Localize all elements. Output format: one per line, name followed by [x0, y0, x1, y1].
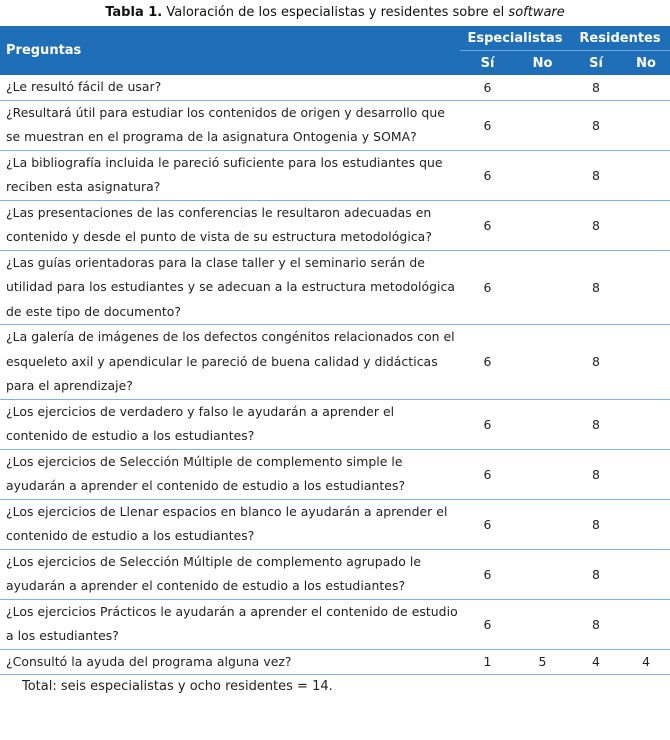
residentes-no-cell	[622, 499, 670, 549]
caption-emphasis: software	[508, 5, 565, 20]
residentes-no-cell: 4	[622, 649, 670, 675]
residentes-no-cell	[622, 200, 670, 250]
header-especialistas-no: No	[515, 51, 570, 76]
especialistas-no-cell	[515, 549, 570, 599]
table-row	[0, 649, 670, 675]
question-cell: ¿Le resultó fácil de usar?	[0, 75, 460, 100]
header-residentes-si: Sí	[570, 51, 622, 76]
table-caption	[0, 0, 670, 26]
especialistas-si-cell: 1	[460, 649, 515, 675]
especialistas-si-cell: 6	[460, 75, 515, 100]
caption-text: Valoración de los especialistas y residentes sobre el	[162, 5, 509, 20]
residentes-no-cell	[622, 75, 670, 100]
especialistas-si-cell: 6	[460, 449, 515, 499]
especialistas-si-cell: 6	[460, 100, 515, 150]
question-cell: ¿Los ejercicios de Selección Múltiple de complemento simple le ayudarán a aprender el contenido de estudio a los estudiantes?	[0, 449, 460, 499]
table-row	[0, 200, 670, 250]
residentes-no-cell	[622, 399, 670, 449]
table-row	[0, 100, 670, 150]
especialistas-si-cell: 6	[460, 399, 515, 449]
residentes-si-cell: 8	[570, 325, 622, 400]
residentes-si-cell: 8	[570, 449, 622, 499]
table-row	[0, 549, 670, 599]
table-row	[0, 150, 670, 200]
residentes-si-cell: 8	[570, 599, 622, 649]
table-row	[0, 325, 670, 400]
especialistas-no-cell	[515, 150, 570, 200]
question-cell: ¿Los ejercicios de Llenar espacios en blanco le ayudarán a aprender el contenido de estudio a los estudiantes?	[0, 499, 460, 549]
especialistas-si-cell: 6	[460, 200, 515, 250]
residentes-si-cell: 4	[570, 649, 622, 675]
question-cell: ¿La galería de imágenes de los defectos congénitos relacionados con el esqueleto axil y apendicular le pareció de buena calidad y didácticas para el aprendizaje?	[0, 325, 460, 400]
especialistas-no-cell	[515, 250, 570, 325]
header-residentes-no: No	[622, 51, 670, 76]
especialistas-si-cell: 6	[460, 250, 515, 325]
table-body	[0, 75, 670, 675]
residentes-si-cell: 8	[570, 150, 622, 200]
residentes-no-cell	[622, 100, 670, 150]
especialistas-si-cell: 6	[460, 549, 515, 599]
especialistas-no-cell	[515, 499, 570, 549]
question-cell: ¿Las presentaciones de las conferencias le resultaron adecuadas en contenido y desde el punto de vista de su estructura metodológica?	[0, 200, 460, 250]
especialistas-no-cell	[515, 75, 570, 100]
especialistas-no-cell	[515, 100, 570, 150]
especialistas-si-cell: 6	[460, 499, 515, 549]
residentes-no-cell	[622, 150, 670, 200]
residentes-si-cell: 8	[570, 75, 622, 100]
especialistas-no-cell	[515, 399, 570, 449]
evaluation-table	[0, 26, 670, 675]
header-group-especialistas: Especialistas	[460, 26, 570, 51]
residentes-si-cell: 8	[570, 549, 622, 599]
especialistas-no-cell	[515, 325, 570, 400]
table-row	[0, 250, 670, 325]
table-footnote: Total: seis especialistas y ocho residentes = 14.	[22, 679, 333, 694]
question-cell: ¿Resultará útil para estudiar los contenidos de origen y desarrollo que se muestran en el programa de la asignatura Ontogenia y SOMA?	[0, 100, 460, 150]
residentes-si-cell: 8	[570, 100, 622, 150]
especialistas-si-cell: 6	[460, 599, 515, 649]
table-row	[0, 449, 670, 499]
question-cell: ¿Los ejercicios Prácticos le ayudarán a aprender el contenido de estudio a los estudiantes?	[0, 599, 460, 649]
residentes-si-cell: 8	[570, 250, 622, 325]
question-cell: ¿La bibliografía incluida le pareció suficiente para los estudiantes que reciben esta asignatura?	[0, 150, 460, 200]
residentes-no-cell	[622, 449, 670, 499]
residentes-no-cell	[622, 549, 670, 599]
table-row	[0, 599, 670, 649]
question-cell: ¿Los ejercicios de Selección Múltiple de complemento agrupado le ayudarán a aprender el contenido de estudio a los estudiantes?	[0, 549, 460, 599]
especialistas-si-cell: 6	[460, 150, 515, 200]
header-especialistas-si: Sí	[460, 51, 515, 76]
caption-label: Tabla 1.	[105, 5, 163, 20]
residentes-si-cell: 8	[570, 200, 622, 250]
table-row	[0, 499, 670, 549]
question-cell: ¿Los ejercicios de verdadero y falso le ayudarán a aprender el contenido de estudio a los estudiantes?	[0, 399, 460, 449]
residentes-si-cell: 8	[570, 499, 622, 549]
especialistas-si-cell: 6	[460, 325, 515, 400]
header-group-residentes: Residentes	[570, 26, 670, 51]
table-row	[0, 399, 670, 449]
header-questions: Preguntas	[0, 26, 460, 75]
residentes-si-cell: 8	[570, 399, 622, 449]
residentes-no-cell	[622, 599, 670, 649]
especialistas-no-cell	[515, 449, 570, 499]
especialistas-no-cell	[515, 200, 570, 250]
question-cell: ¿Las guías orientadoras para la clase taller y el seminario serán de utilidad para los estudiantes y se adecuan a la estructura metodológica de este tipo de documento?	[0, 250, 460, 325]
table-row	[0, 75, 670, 100]
especialistas-no-cell	[515, 599, 570, 649]
residentes-no-cell	[622, 325, 670, 400]
especialistas-no-cell: 5	[515, 649, 570, 675]
residentes-no-cell	[622, 250, 670, 325]
question-cell: ¿Consultó la ayuda del programa alguna vez?	[0, 649, 460, 675]
